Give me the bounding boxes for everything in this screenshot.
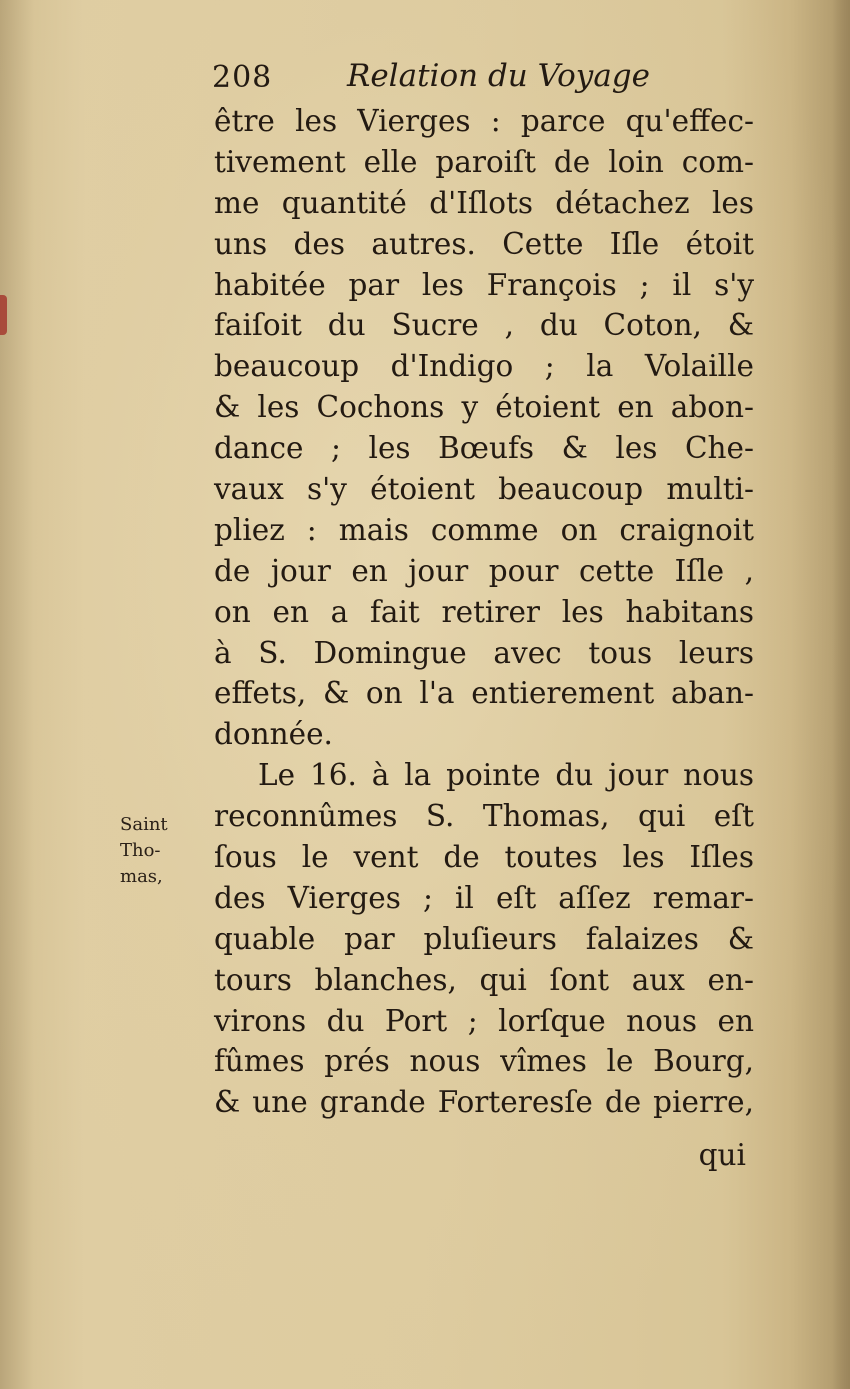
marginal-note-line: mas, — [120, 866, 163, 887]
marginal-note-line: Tho- — [120, 840, 161, 861]
text-line: pliez : mais comme on craignoit — [214, 512, 754, 547]
marginal-note — [120, 812, 200, 890]
text-line: dance ; les Bœufs & les Che- — [214, 431, 754, 466]
text-line: habitée par les François ; il s'y — [214, 267, 754, 302]
red-edge-mark — [0, 295, 7, 335]
text-line: tours blanches, qui ſont aux en- — [214, 962, 754, 997]
body-text — [214, 101, 754, 1123]
text-line: fûmes prés nous vîmes le Bourg, — [214, 1044, 754, 1079]
text-line: de jour en jour pour cette Iſle , — [214, 553, 754, 588]
paragraph-start-line: Le 16. à la pointe du jour nous — [258, 758, 754, 793]
text-line: quable par pluſieurs falaizes & — [214, 921, 754, 956]
catchword: qui — [698, 1138, 746, 1172]
text-line: uns des autres. Cette Iſle étoit — [214, 226, 754, 261]
running-title: Relation du Voyage — [347, 58, 650, 94]
text-line: & les Cochons y étoient en abon- — [214, 390, 754, 425]
text-line: tivement elle paroiſt de loin com- — [214, 144, 754, 179]
text-line: être les Vierges : parce qu'effec- — [214, 104, 754, 138]
text-line: faiſoit du Sucre , du Coton, & — [214, 308, 754, 343]
text-line: des Vierges ; il eſt aſſez remar- — [214, 880, 754, 915]
text-line: me quantité d'Iſlots détachez les — [214, 185, 754, 220]
marginal-note-line: Saint — [120, 814, 168, 835]
text-line: vaux s'y étoient beaucoup multi- — [214, 472, 754, 507]
page-number: 208 — [212, 60, 273, 95]
text-line: beaucoup d'Indigo ; la Volaille — [214, 349, 754, 384]
running-head — [212, 56, 752, 100]
text-line: ſous le vent de toutes les Iſles — [214, 840, 754, 875]
text-line: virons du Port ; lorſque nous en — [214, 1003, 754, 1038]
text-line: effets, & on l'a entierement aban- — [214, 676, 754, 711]
text-line: on en a fait retirer les habitans — [214, 594, 754, 629]
page-edge-shadow — [832, 0, 850, 1389]
text-line: à S. Domingue avec tous leurs — [214, 635, 754, 670]
text-line: & une grande Forteresſe de pierre, — [214, 1085, 754, 1120]
paragraph-end-line: donnée. — [214, 717, 333, 752]
text-line: reconnûmes S. Thomas, qui eſt — [214, 799, 754, 834]
